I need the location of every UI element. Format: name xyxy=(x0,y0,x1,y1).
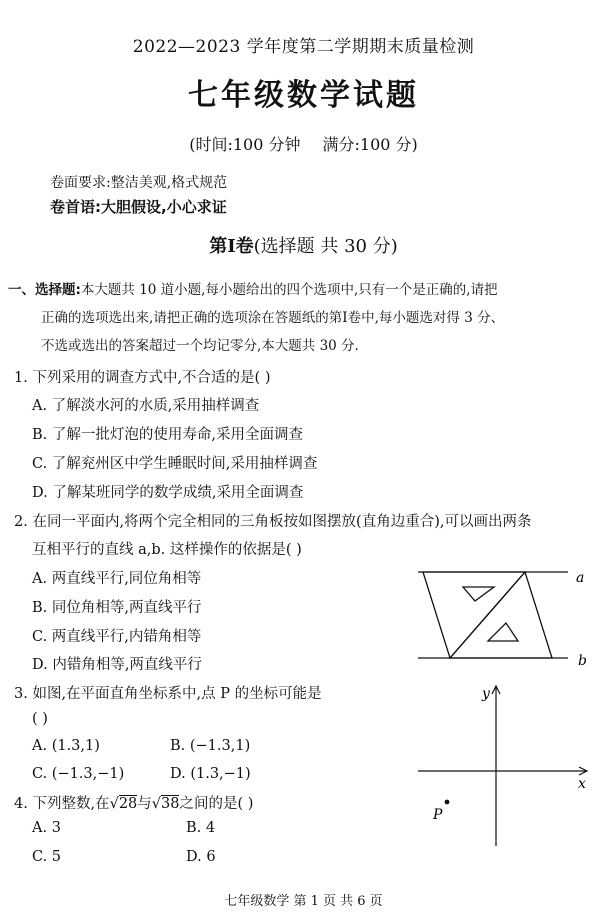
exam-time-score xyxy=(0,132,607,155)
point-p xyxy=(445,800,450,805)
q2-stem-1: 2. 在同一平面内,将两个完全相同的三角板按如图摆放(直角边重合),可以画出两条 xyxy=(14,514,532,530)
triangle-bottom-hole xyxy=(488,623,518,641)
label-a: a xyxy=(576,570,585,586)
triangle-bottom xyxy=(450,572,552,658)
y-axis-label: y xyxy=(482,686,490,702)
point-p-label: P xyxy=(433,807,443,823)
q3-coordinate-plane xyxy=(410,678,600,848)
triangle-top xyxy=(423,572,525,658)
q1-stem: 1. 下列采用的调查方式中,不合适的是( ) xyxy=(14,370,271,386)
sqrt-38-value: 38 xyxy=(161,796,180,812)
triangle-top-hole xyxy=(463,587,494,601)
q3-stem-1: 3. 如图,在平面直角坐标系中,点 P 的坐标可能是 xyxy=(14,686,322,702)
label-b: b xyxy=(578,653,587,669)
part-title xyxy=(0,232,607,258)
part-title-bold: 第Ⅰ卷 xyxy=(209,236,254,257)
q4-stem-post: 之间的是( ) xyxy=(179,796,254,812)
exam-time: (时间:100 分钟 xyxy=(189,135,301,154)
page-footer: 七年级数学 第 1 页 共 6 页 xyxy=(224,894,383,909)
q1-option-a: A. 了解淡水河的水质,采用抽样调查 xyxy=(32,398,260,414)
sqrt-28-value: 28 xyxy=(118,796,138,812)
q3-option-d: D. (1.3,−1) xyxy=(170,766,251,782)
q4-stem xyxy=(14,792,253,813)
section-label: 一、选择题: xyxy=(8,282,81,298)
section-intro xyxy=(8,276,593,360)
q4-option-b: B. 4 xyxy=(186,820,216,836)
x-axis-label: x xyxy=(578,776,586,792)
q3-stem-2: ( ) xyxy=(32,711,48,727)
q1-option-d: D. 了解某班同学的数学成绩,采用全面调查 xyxy=(32,485,304,501)
q2-option-c: C. 两直线平行,内错角相等 xyxy=(32,629,202,645)
q2-option-a: A. 两直线平行,同位角相等 xyxy=(32,571,202,587)
paper-motto: 卷首语:大胆假设,小心求证 xyxy=(50,198,227,216)
q1-option-b: B. 了解一批灯泡的使用寿命,采用全面调查 xyxy=(32,427,303,443)
intro-line-3: 不选或选出的答案超过一个均记零分,本大题共 30 分. xyxy=(41,338,359,354)
exam-full-score: 满分:100 分) xyxy=(322,135,418,154)
q1-option-c: C. 了解兖州区中学生睡眠时间,采用抽样调查 xyxy=(32,456,318,472)
q4-stem-mid: 与 xyxy=(137,796,152,812)
q2-option-d: D. 内错角相等,两直线平行 xyxy=(32,657,202,673)
q3-option-c: C. (−1.3,−1) xyxy=(32,766,125,782)
q2-option-b: B. 同位角相等,两直线平行 xyxy=(32,600,202,616)
paper-requirement: 卷面要求:整洁美观,格式规范 xyxy=(50,175,228,191)
q2-figure xyxy=(400,560,600,670)
exam-term: 2022—2023 学年度第二学期期末质量检测 xyxy=(132,37,475,57)
q4-option-a: A. 3 xyxy=(32,820,61,836)
sqrt-38: √38 xyxy=(151,796,180,812)
q3-option-a: A. (1.3,1) xyxy=(32,738,100,754)
q4-option-d: D. 6 xyxy=(186,849,216,865)
sqrt-28: √28 xyxy=(109,796,138,812)
q3-option-b: B. (−1.3,1) xyxy=(170,738,251,754)
exam-title: 七年级数学试题 xyxy=(188,78,419,113)
intro-line-1: 本大题共 10 道小题,每小题给出的四个选项中,只有一个是正确的,请把 xyxy=(80,282,498,298)
q4-stem-pre: 4. 下列整数,在 xyxy=(14,796,110,812)
q4-option-c: C. 5 xyxy=(32,849,62,865)
intro-line-2: 正确的选项选出来,请把正确的选项涂在答题纸的第Ⅰ卷中,每小题选对得 3 分、 xyxy=(41,310,505,326)
part-title-rest: (选择题 共 30 分) xyxy=(253,236,398,257)
q2-stem-2: 互相平行的直线 a,b. 这样操作的依据是( ) xyxy=(32,542,302,558)
